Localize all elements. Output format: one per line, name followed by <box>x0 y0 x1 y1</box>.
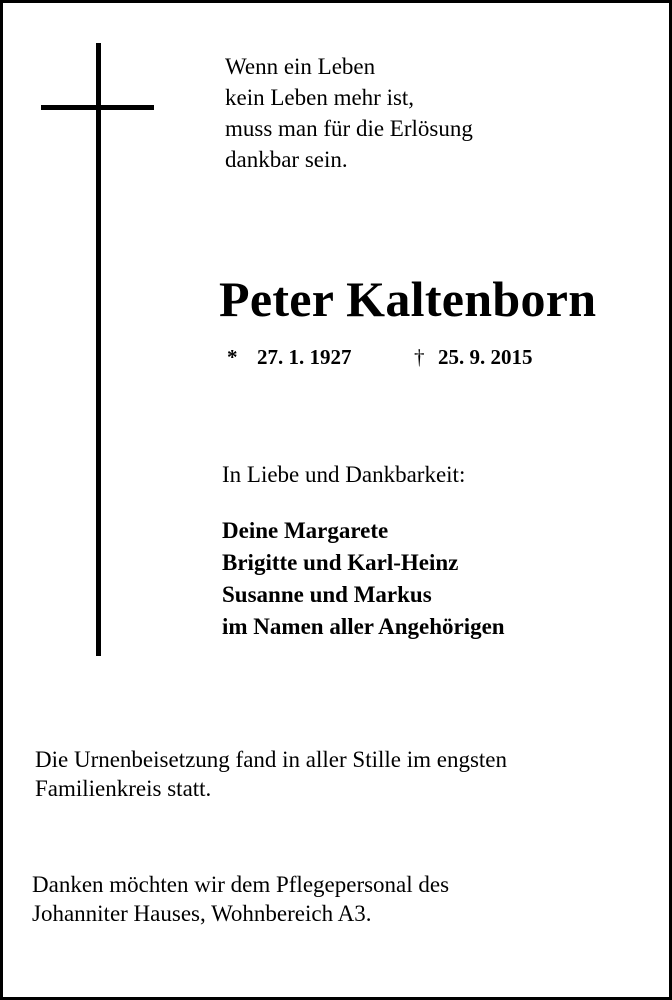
birth-star-icon: * <box>227 345 238 369</box>
cross-horizontal-bar <box>41 105 154 110</box>
burial-note-line: Die Urnenbeisetzung fand in aller Stille im engsten <box>35 747 508 772</box>
mourner-entry: Deine Margarete <box>222 518 389 543</box>
poem-line: Wenn ein Leben <box>225 54 376 79</box>
mourners-list <box>222 515 505 643</box>
mourner-entry: Susanne und Markus <box>222 582 432 607</box>
poem-line: muss man für die Erlösung <box>225 116 473 141</box>
burial-note-line: Familienkreis statt. <box>35 776 212 801</box>
death-date-group <box>414 343 533 371</box>
poem-line: dankbar sein. <box>225 147 348 172</box>
mourner-entry: Brigitte und Karl-Heinz <box>222 550 459 575</box>
thanks-note-line: Johanniter Hauses, Wohnbereich A3. <box>32 901 372 926</box>
birth-date: 27. 1. 1927 <box>257 345 352 369</box>
mourner-entry: im Namen aller Angehörigen <box>222 614 505 639</box>
deceased-name: Peter Kaltenborn <box>219 271 597 327</box>
death-date: 25. 9. 2015 <box>438 345 533 369</box>
poem-verse <box>225 51 473 175</box>
poem-line: kein Leben mehr ist, <box>225 85 415 110</box>
burial-note <box>35 745 507 803</box>
dedication-line: In Liebe und Dankbarkeit: <box>222 462 466 487</box>
cross-vertical-bar <box>96 43 101 656</box>
thanks-note <box>32 870 449 928</box>
thanks-note-line: Danken möchten wir dem Pflegepersonal des <box>32 872 450 897</box>
death-dagger-icon: † <box>414 345 425 369</box>
birth-date-group <box>227 343 352 371</box>
